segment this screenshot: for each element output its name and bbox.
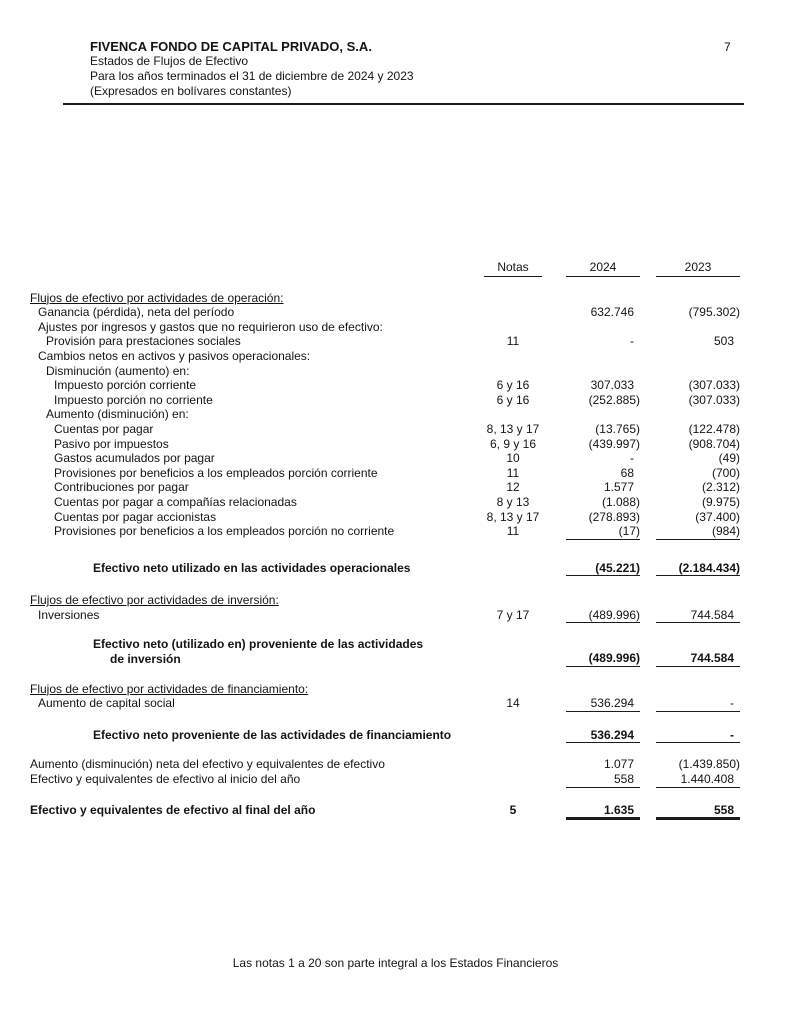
amount-2023 xyxy=(656,466,740,481)
amount-2024 xyxy=(566,757,640,772)
row-label: Efectivo neto utilizado en las actividades operacionales xyxy=(93,560,411,575)
note-reference: 11 xyxy=(506,334,520,349)
label-column-header xyxy=(30,260,460,277)
column-gap xyxy=(640,803,656,821)
line-item-row xyxy=(30,437,740,452)
line-item-row xyxy=(30,364,740,379)
column-gap xyxy=(640,437,656,452)
column-gap xyxy=(640,291,656,306)
section-heading-row xyxy=(30,593,740,608)
amount-value: (13.765) xyxy=(595,421,640,436)
section-heading-row xyxy=(30,291,740,306)
line-item-row xyxy=(30,466,740,481)
row-label: Efectivo y equivalentes de efectivo al final del año xyxy=(30,802,316,817)
column-gap xyxy=(640,495,656,510)
amount-2023 xyxy=(656,305,740,320)
row-label: Impuesto porción corriente xyxy=(54,378,197,393)
amount-value: 536.294 xyxy=(590,696,634,711)
column-gap xyxy=(640,593,656,608)
line-item-row xyxy=(30,696,740,712)
header-divider xyxy=(63,103,744,105)
amount-value: 632.746 xyxy=(590,305,634,320)
row-label: Gastos acumulados por pagar xyxy=(54,451,215,466)
page-number: 7 xyxy=(724,40,731,54)
row-label: Pasivo por impuestos xyxy=(54,436,169,451)
amount-value: (439.997) xyxy=(588,436,640,451)
amount-value: (984) xyxy=(711,524,740,539)
note-reference xyxy=(460,320,566,335)
row-label: Cambios netos en activos y pasivos operacionales: xyxy=(38,348,311,363)
total-row xyxy=(30,561,740,577)
row-label: Aumento (disminución) en: xyxy=(46,407,189,422)
row-label: Contribuciones por pagar xyxy=(54,480,189,495)
amount-value: (49) xyxy=(718,451,740,466)
note-reference xyxy=(460,349,566,364)
row-label-line2: de inversión xyxy=(110,652,181,667)
row-label xyxy=(30,637,566,666)
line-item-row xyxy=(30,772,740,788)
row-label: Cuentas por pagar a compañías relacionadas xyxy=(54,494,297,509)
amount-value: (1.439.850) xyxy=(678,757,740,772)
total-row xyxy=(30,803,740,821)
amount-2024 xyxy=(566,637,640,666)
amount-2024 xyxy=(566,803,640,821)
amount-value: - xyxy=(730,727,734,742)
currency-note: (Expresados en bolívares constantes) xyxy=(90,84,292,98)
amount-2023 xyxy=(656,772,740,788)
row-label: Provisión para prestaciones sociales xyxy=(46,334,241,349)
row-label: Ajustes por ingresos y gastos que no requirieron uso de efectivo: xyxy=(38,319,383,334)
row-label: Cuentas por pagar xyxy=(54,421,154,436)
year-2024-column-header: 2024 xyxy=(566,260,640,277)
column-gap xyxy=(640,510,656,525)
column-gap xyxy=(640,393,656,408)
note-reference: 11 xyxy=(506,465,520,480)
amount-2024 xyxy=(566,451,640,466)
amount-2024 xyxy=(566,422,640,437)
amount-2024 xyxy=(566,608,640,624)
cash-flow-table xyxy=(30,260,740,820)
column-gap xyxy=(640,260,656,277)
row-spacer xyxy=(30,540,740,561)
column-gap xyxy=(640,480,656,495)
row-spacer xyxy=(30,576,740,593)
amount-2024 xyxy=(566,393,640,408)
column-gap xyxy=(640,466,656,481)
note-reference: 14 xyxy=(506,696,520,711)
row-label-line1: Efectivo neto (utilizado en) proveniente de las actividades xyxy=(93,637,424,652)
row-label: Provisiones por beneficios a los empleados porción corriente xyxy=(54,465,378,480)
column-gap xyxy=(640,422,656,437)
column-gap xyxy=(640,682,656,697)
line-item-row xyxy=(30,524,740,540)
line-item-row xyxy=(30,349,740,364)
amount-value: (9.975) xyxy=(701,494,740,509)
note-reference xyxy=(460,291,566,306)
row-label: Impuesto porción no corriente xyxy=(54,392,213,407)
row-label: Aumento (disminución) neta del efectivo y equivalentes de efectivo xyxy=(30,757,385,772)
amount-value: 1.635 xyxy=(603,802,634,817)
line-item-row xyxy=(30,757,740,772)
table-body xyxy=(30,291,740,821)
amount-value: (489.996) xyxy=(588,607,640,622)
footer-note: Las notas 1 a 20 son parte integral a los Estados Financieros xyxy=(232,956,559,970)
row-label: Flujos de efectivo por actividades de operación: xyxy=(30,290,284,305)
row-label: Ganancia (pérdida), neta del período xyxy=(38,305,235,320)
amount-value: (307.033) xyxy=(688,378,740,393)
amount-value: (700) xyxy=(711,465,740,480)
amount-value: - xyxy=(630,451,634,466)
document-header xyxy=(90,39,414,99)
column-gap xyxy=(640,696,656,712)
amount-2023 xyxy=(656,320,740,335)
amount-2023 xyxy=(656,291,740,306)
column-gap xyxy=(640,407,656,422)
amount-2024 xyxy=(566,437,640,452)
line-item-row xyxy=(30,451,740,466)
column-gap xyxy=(640,757,656,772)
amount-value: - xyxy=(730,696,734,711)
year-2023-column-header: 2023 xyxy=(656,260,740,277)
amount-2023 xyxy=(656,393,740,408)
note-reference: 6 y 16 xyxy=(496,378,530,393)
note-reference xyxy=(460,305,566,320)
amount-value: (252.885) xyxy=(588,392,640,407)
row-spacer xyxy=(30,743,740,757)
statement-period: Para los años terminados el 31 de diciembre de 2024 y 2023 xyxy=(90,69,414,83)
amount-value: (278.893) xyxy=(588,509,640,524)
amount-value: 1.577 xyxy=(603,480,634,495)
row-label: Flujos de efectivo por actividades de inversión: xyxy=(30,593,279,608)
row-label: Flujos de efectivo por actividades de financiamiento: xyxy=(30,681,309,696)
line-item-row xyxy=(30,393,740,408)
note-reference: 8, 13 y 17 xyxy=(486,421,540,436)
table-header-row xyxy=(30,260,740,277)
amount-2023 xyxy=(656,451,740,466)
amount-value: 1.440.408 xyxy=(680,772,734,787)
column-gap xyxy=(640,349,656,364)
amount-value: 536.294 xyxy=(590,727,634,742)
column-gap xyxy=(640,728,656,744)
amount-2023 xyxy=(656,728,740,744)
amount-2023 xyxy=(656,495,740,510)
note-reference xyxy=(460,593,566,608)
note-reference: 7 y 17 xyxy=(496,607,530,622)
note-reference xyxy=(460,757,566,772)
amount-2024 xyxy=(566,407,640,422)
line-item-row xyxy=(30,305,740,320)
amount-value: - xyxy=(630,334,634,349)
note-reference: 6 y 16 xyxy=(496,392,530,407)
note-reference: 12 xyxy=(506,480,520,495)
amount-2023 xyxy=(656,637,740,666)
amount-2024 xyxy=(566,334,640,349)
column-gap xyxy=(640,524,656,540)
amount-2024 xyxy=(566,728,640,744)
line-item-row xyxy=(30,407,740,422)
line-item-row xyxy=(30,422,740,437)
amount-2023 xyxy=(656,682,740,697)
amount-2024 xyxy=(566,696,640,712)
amount-2024 xyxy=(566,524,640,540)
note-reference: 11 xyxy=(506,524,520,539)
amount-2024 xyxy=(566,772,640,788)
column-gap xyxy=(640,364,656,379)
amount-2024 xyxy=(566,349,640,364)
amount-value: (795.302) xyxy=(688,305,740,320)
amount-2023 xyxy=(656,524,740,540)
line-item-row xyxy=(30,495,740,510)
total-row xyxy=(30,637,740,666)
amount-2023 xyxy=(656,593,740,608)
line-item-row xyxy=(30,510,740,525)
amount-2023 xyxy=(656,334,740,349)
line-item-row xyxy=(30,378,740,393)
company-name: FIVENCA FONDO DE CAPITAL PRIVADO, S.A. xyxy=(90,39,372,54)
amount-value: 68 xyxy=(620,465,634,480)
note-reference: 10 xyxy=(506,451,520,466)
amount-2024 xyxy=(566,561,640,577)
row-label: Inversiones xyxy=(38,607,100,622)
row-label: Provisiones por beneficios a los empleados porción no corriente xyxy=(54,524,395,539)
amount-2024 xyxy=(566,305,640,320)
amount-2023 xyxy=(656,349,740,364)
amount-value: 558 xyxy=(713,802,734,817)
amount-value: 1.077 xyxy=(603,757,634,772)
note-reference xyxy=(460,772,566,788)
row-label: Aumento de capital social xyxy=(38,696,175,711)
amount-2024 xyxy=(566,495,640,510)
amount-value: 307.033 xyxy=(590,378,634,393)
row-spacer xyxy=(30,788,740,803)
amount-2023 xyxy=(656,422,740,437)
row-spacer xyxy=(30,623,740,637)
amount-value: 558 xyxy=(613,772,634,787)
amount-2024 xyxy=(566,320,640,335)
amount-2024 xyxy=(566,510,640,525)
column-gap xyxy=(640,305,656,320)
amount-value: (2.184.434) xyxy=(678,560,740,575)
amount-2023 xyxy=(656,407,740,422)
amount-value: (37.400) xyxy=(695,509,740,524)
amount-value: (122.478) xyxy=(688,421,740,436)
note-reference xyxy=(460,682,566,697)
note-reference: 5 xyxy=(509,802,517,817)
note-reference xyxy=(460,364,566,379)
amount-2024 xyxy=(566,291,640,306)
column-gap xyxy=(640,772,656,788)
amount-2023 xyxy=(656,364,740,379)
statement-title: Estados de Flujos de Efectivo xyxy=(90,54,249,68)
amount-2024 xyxy=(566,682,640,697)
amount-value: (45.221) xyxy=(595,560,640,575)
amount-2023 xyxy=(656,608,740,624)
total-row xyxy=(30,728,740,744)
amount-2024 xyxy=(566,480,640,495)
line-item-row xyxy=(30,320,740,335)
column-gap xyxy=(640,334,656,349)
amount-2024 xyxy=(566,378,640,393)
note-reference: 8, 13 y 17 xyxy=(486,509,540,524)
column-gap xyxy=(640,637,656,666)
amount-2024 xyxy=(566,364,640,379)
column-gap xyxy=(640,320,656,335)
line-item-row xyxy=(30,334,740,349)
row-spacer xyxy=(30,712,740,728)
row-label: Efectivo y equivalentes de efectivo al inicio del año xyxy=(30,772,301,787)
amount-2023 xyxy=(656,803,740,821)
amount-2023 xyxy=(656,757,740,772)
line-item-row xyxy=(30,480,740,495)
amount-2023 xyxy=(656,696,740,712)
amount-value: 744.584 xyxy=(690,607,734,622)
row-label: Efectivo neto proveniente de las actividades de financiamiento xyxy=(93,727,452,742)
note-reference: 8 y 13 xyxy=(496,494,530,509)
amount-value: (17) xyxy=(618,524,640,539)
row-spacer xyxy=(30,667,740,682)
amount-2024 xyxy=(566,593,640,608)
amount-value: (307.033) xyxy=(688,392,740,407)
amount-value: (908.704) xyxy=(688,436,740,451)
amount-2024 xyxy=(566,466,640,481)
line-item-row xyxy=(30,608,740,624)
column-gap xyxy=(640,378,656,393)
column-gap xyxy=(640,561,656,577)
amount-2023 xyxy=(656,510,740,525)
notes-column-header: Notas xyxy=(460,260,566,277)
amount-value: 744.584 xyxy=(690,651,734,666)
amount-value: (1.088) xyxy=(601,494,640,509)
note-reference: 6, 9 y 16 xyxy=(489,436,537,451)
amount-2023 xyxy=(656,561,740,577)
row-label: Cuentas por pagar accionistas xyxy=(54,509,217,524)
row-label: Disminución (aumento) en: xyxy=(46,363,190,378)
amount-2023 xyxy=(656,378,740,393)
amount-2023 xyxy=(656,437,740,452)
note-reference xyxy=(460,407,566,422)
amount-2023 xyxy=(656,480,740,495)
column-gap xyxy=(640,451,656,466)
column-gap xyxy=(640,608,656,624)
amount-value: 503 xyxy=(713,334,734,349)
amount-value: (489.996) xyxy=(588,651,640,666)
section-heading-row xyxy=(30,682,740,697)
amount-value: (2.312) xyxy=(701,480,740,495)
